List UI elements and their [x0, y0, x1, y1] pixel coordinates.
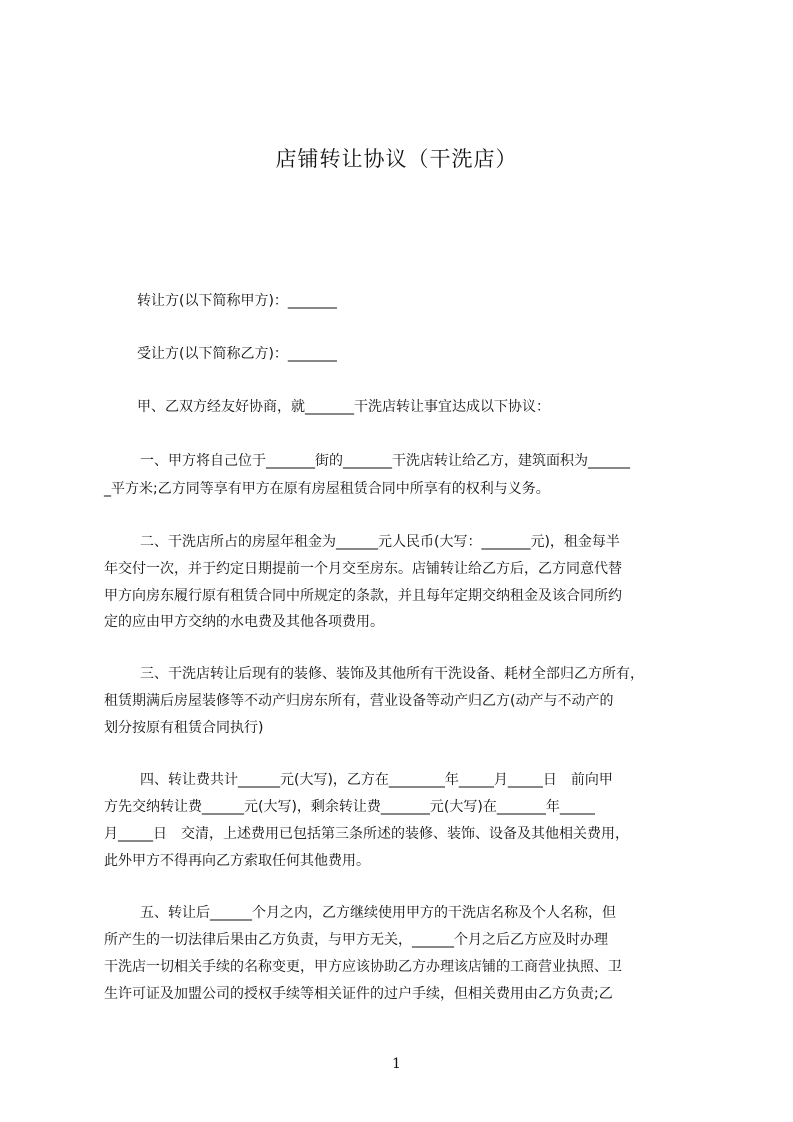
clause-5-line-3: 干洗店一切相关手续的名称变更，甲方应该协助乙方办理该店铺的工商营业执照、卫 [104, 959, 622, 975]
clause-5-line-4: 生许可证及加盟公司的授权手续等相关证件的过户手续，但相关费用由乙方负责;乙 [104, 986, 613, 1002]
clause-2-line-3: 甲方向房东履行原有租赁合同中所规定的条款，并且每年定期交纳租金及该合同所约 [104, 588, 622, 604]
clause-4-line-4: 此外甲方不得再向乙方索取任何其他费用。 [104, 853, 370, 869]
clause-1-line-2: _平方米;乙方同等享有甲方在原有房屋租赁合同中所享有的权利与义务。 [104, 481, 550, 497]
paragraph-transferor: 转让方(以下简称甲方)：_______ [137, 293, 337, 309]
clause-4-line-3: 月_____日 交清，上述费用已包括第三条所述的装修、装饰、设备及其他相关费用， [104, 826, 629, 842]
clause-2-line-1: 二、干洗店所占的房屋年租金为______元人民币(大写：_______元)，租金每半 [140, 534, 620, 550]
clause-1-line-1: 一、甲方将自己位于_______街的_______干洗店转让给乙方，建筑面积为______ [140, 453, 630, 469]
clause-2-line-4: 定的应由甲方交纳的水电费及其他各项费用。 [104, 614, 384, 630]
clause-5-line-1: 五、转让后______个月之内，乙方继续使用甲方的干洗店名称及个人名称，但 [140, 905, 616, 921]
clause-2-line-2: 年交付一次，并于约定日期提前一个月交至房东。店铺转让给乙方后，乙方同意代替 [104, 561, 622, 577]
clause-3-line-3: 划分按原有租赁合同执行) [104, 720, 264, 736]
page-number: 1 [392, 1056, 401, 1072]
clause-3-line-1: 三、干洗店转让后现有的装修、装饰及其他所有干洗设备、耗材全部归乙方所有， [140, 666, 644, 682]
clause-4-line-2: 方先交纳转让费______元(大写)，剩余转让费_______元(大写)在_______年_____ [104, 799, 595, 815]
clause-5-line-2: 所产生的一切法律后果由乙方负责，与甲方无关，______个月之后乙方应及时办理 [104, 932, 608, 948]
clause-4-line-1: 四、转让费共计______元(大写)，乙方在________年_____月_____日 前向甲 [140, 772, 613, 788]
paragraph-agreement-intro: 甲、乙双方经友好协商，就_______干洗店转让事宜达成以下协议： [137, 399, 550, 415]
clause-3-line-2: 租赁期满后房屋装修等不动产归房东所有，营业设备等动产归乙方(动产与不动产的 [104, 693, 614, 709]
paragraph-transferee: 受让方(以下简称乙方)：_______ [137, 346, 337, 362]
document-title: 店铺转让协议（干洗店） [275, 147, 518, 171]
